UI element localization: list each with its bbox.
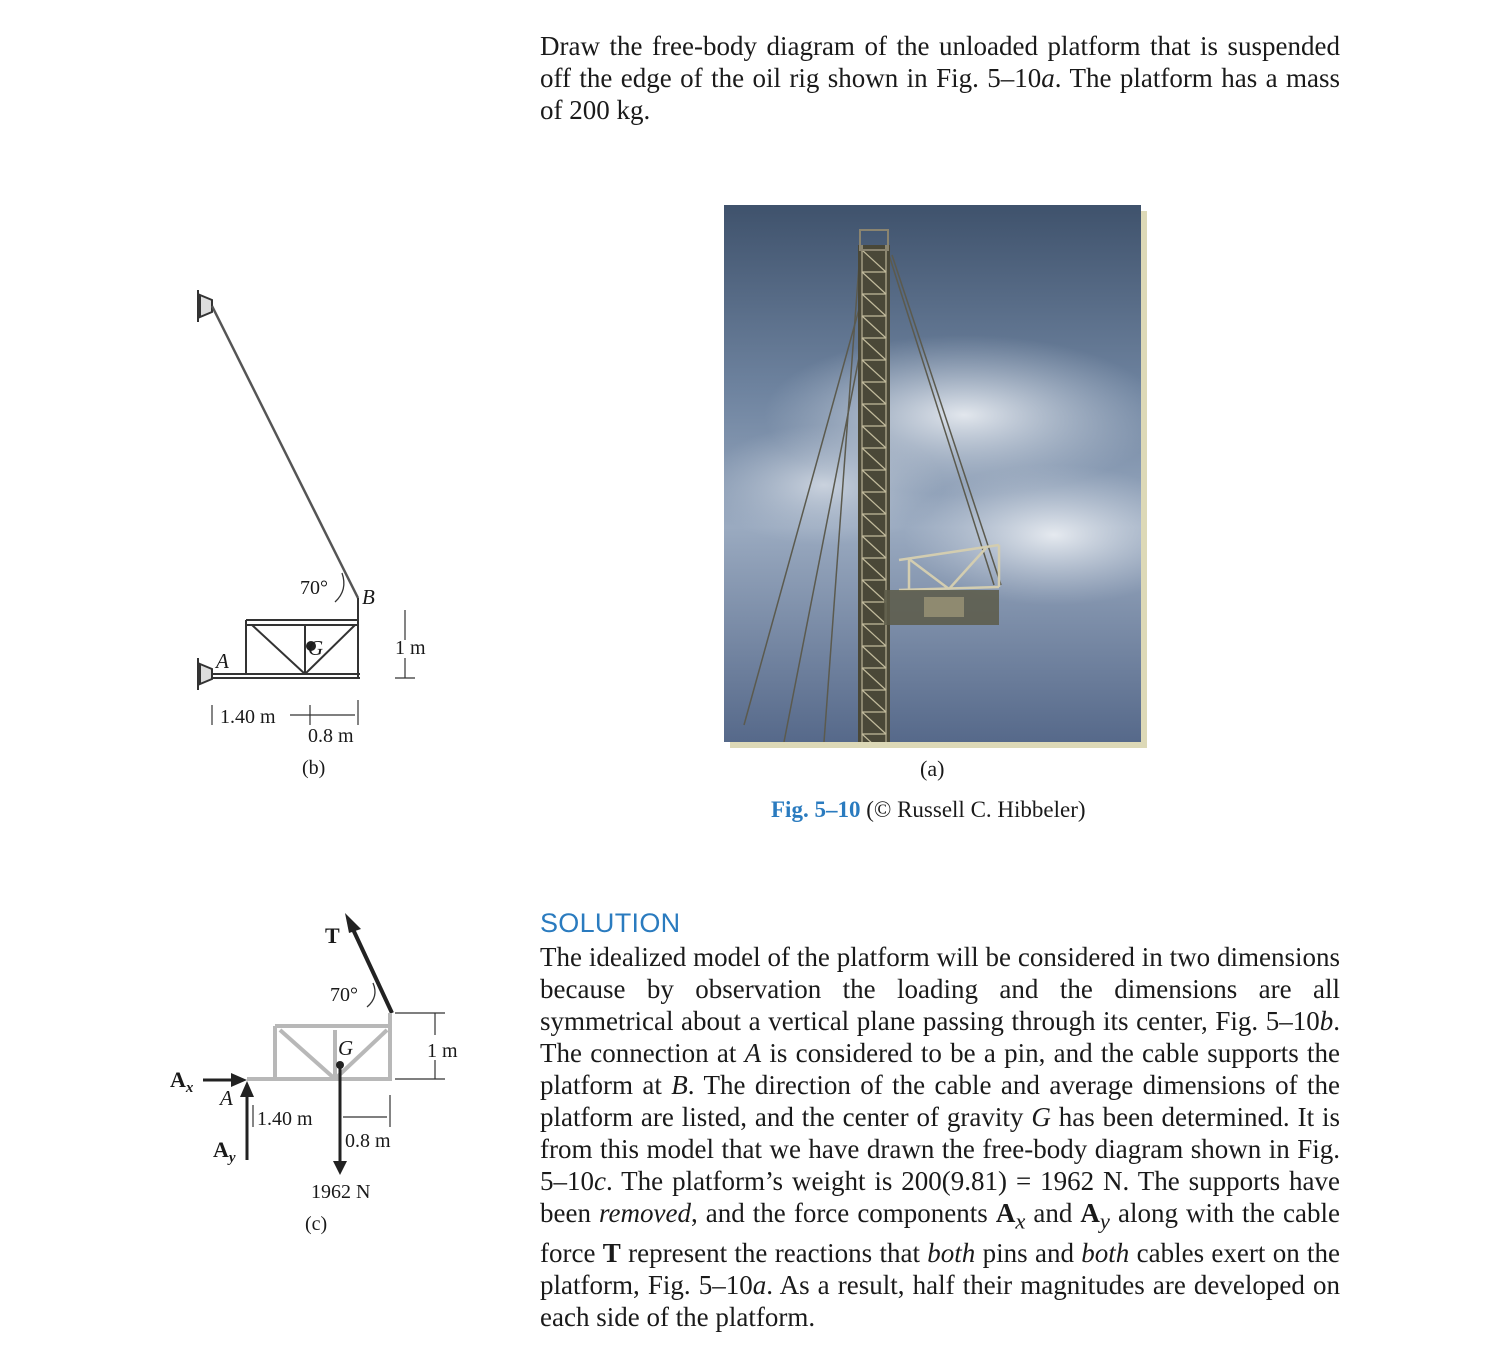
solution-heading: SOLUTION [540, 908, 681, 938]
weight-label: 1962 N [311, 1181, 371, 1203]
dimension-0-8m: 0.8 m [308, 725, 354, 747]
label-G: G [308, 636, 324, 660]
dimension-0-8m: 0.8 m [345, 1130, 391, 1152]
solution-text: The idealized model of the platform will be considered in two dimensions because by observation the loading and the dimensions are all symmetrical about a vertical plane passing through its center, Fig. 5–10b. The connection at A is considered to be a pin, and the cable supports the platform at B. The direction of the cable and average dimensions of the platform are listed, and the center of gravity G has been determined. It is from this model that we have drawn the free-body diagram shown in Fig. 5–10c. The platform’s weight is 200(9.81) = 1962 N. The supports have been removed, and the force components $A_x$ and $A_y$ along with the cable force T represent the reactions that both pins and both cables exert on the platform, Fig. 5–10a. As a result, half their magnitudes are developed on each side of the platform. [540, 942, 1341, 1333]
figure-b-diagram [190, 280, 430, 790]
cable [212, 306, 358, 598]
top-wall-support [198, 290, 212, 322]
tension-label: T [325, 923, 340, 948]
figure-b-caption: (b) [302, 757, 326, 779]
label-A: A [220, 1086, 233, 1110]
weight-arrowhead [333, 1161, 347, 1175]
angle-arc [367, 983, 375, 1007]
dimension-1-40m: 1.40 m [220, 706, 276, 728]
dimension-1-40m: 1.40 m [257, 1108, 313, 1130]
Ay-arrowhead [240, 1081, 254, 1097]
figure-credit: (© Russell C. Hibbeler) [866, 797, 1086, 822]
figure-a-caption: (a) [920, 756, 945, 781]
figure-c-caption: (c) [305, 1213, 328, 1235]
height-label: 1 m [395, 637, 426, 659]
tension-arrowhead [345, 913, 361, 933]
angle-label: 70° [300, 577, 328, 599]
figure-label: Fig. 5–10 [771, 797, 861, 822]
figure-c-diagram [165, 905, 475, 1240]
Ax-label: $A_x$ [170, 1067, 194, 1096]
label-G: G [338, 1036, 354, 1060]
angle-label: 70° [330, 984, 358, 1006]
label-B: B [362, 585, 375, 609]
Ay-label: $A_y$ [213, 1137, 236, 1166]
problem-statement: Draw the free-body diagram of the unloaded platform that is suspended off the edge of the oil rig shown in Fig. 5–10a. The platform has a mass of 200 kg. [540, 31, 1341, 125]
oil-rig-photo [724, 205, 1141, 742]
platform-truss [212, 598, 360, 678]
platform-truss [247, 1013, 392, 1079]
figure-caption [771, 797, 1086, 823]
label-A: A [216, 649, 229, 673]
angle-arc [335, 573, 344, 602]
height-label: 1 m [427, 1040, 458, 1062]
pin-support-A [198, 658, 212, 690]
Ax-arrowhead [231, 1073, 247, 1087]
